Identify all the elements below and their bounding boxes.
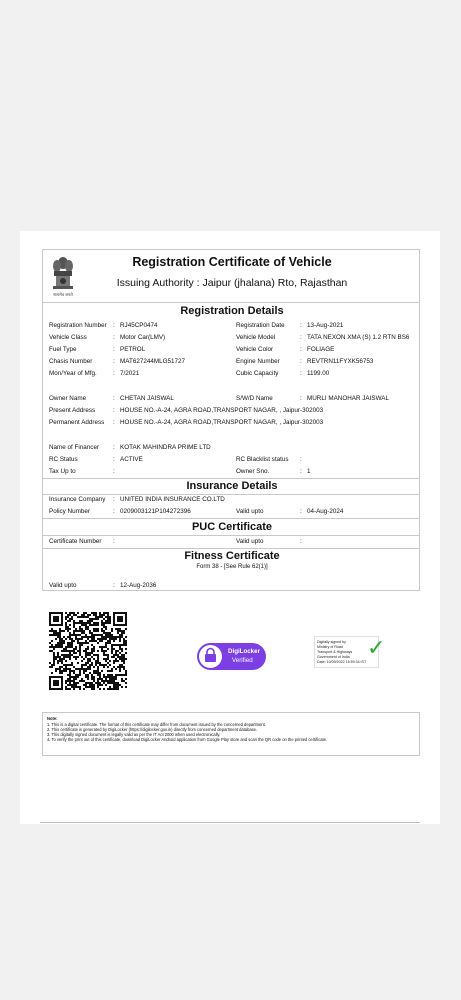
divider [43, 535, 419, 536]
note-line: 2. This certificate is generated by DigiLocker (https://digilocker.gov.in) directly from concerned department database. [47, 727, 258, 732]
permanent-address-value: HOUSE NO.-A-24, AGRA ROAD,TRANSPORT NAGAR, , Jaipur-302003 [120, 419, 324, 426]
divider [40, 822, 420, 823]
checkmark-icon: ✓ [367, 635, 386, 660]
field-label: Valid upto [236, 538, 264, 545]
colon: : [300, 468, 302, 475]
registration-certificate [42, 249, 420, 591]
field-label: Owner Sno. [236, 468, 270, 475]
issuing-authority: Issuing Authority : Jaipur (jhalana) Rto, Rajasthan [116, 277, 348, 289]
note-line: 4. To verify the print out of this certificate, download DigiLocker Android application from Google Play store and scan the QR code on the printed certificate. [47, 737, 328, 742]
divider [43, 478, 419, 479]
field-label: Registration Number [49, 322, 107, 329]
field-label: Cubic Capacity [236, 370, 279, 377]
colon: : [300, 395, 302, 402]
field-label: Valid upto [49, 582, 77, 589]
certificate-title: Registration Certificate of Vehicle [132, 255, 332, 269]
puc-certificate-heading: PUC Certificate [191, 521, 273, 533]
present-address-value: HOUSE NO.-A-24, AGRA ROAD,TRANSPORT NAGAR, , Jaipur-302003 [120, 407, 324, 414]
field-label: S/W/D Name [236, 395, 273, 402]
fitness-valid-value: 12-Aug-2036 [120, 582, 157, 589]
colon: : [300, 322, 302, 329]
fitness-certificate-heading: Fitness Certificate [184, 550, 280, 562]
digilocker-verified-badge [197, 643, 266, 670]
field-label: Vehicle Color [236, 346, 274, 353]
note-box [42, 712, 420, 756]
field-label: Name of Financer [49, 444, 100, 451]
colon: : [113, 508, 115, 515]
emblem-motto: सत्यमेव जयते [53, 292, 73, 297]
vehicle-model-value: TATA NEXON XMA (S) 1.2 RTN BS6 [307, 334, 410, 341]
divider [43, 518, 419, 519]
field-label: Chasis Number [49, 358, 93, 365]
colon: : [300, 370, 302, 377]
field-label: Valid upto [236, 508, 264, 515]
divider [43, 548, 419, 549]
field-label: Vehicle Class [49, 334, 87, 341]
engine-number-value: REVTRN11FYXK56753 [307, 358, 374, 365]
colon: : [300, 456, 302, 463]
owner-sno-value: 1 [307, 468, 311, 475]
field-label: Owner Name [49, 395, 87, 402]
vehicle-class-value: Motor Car(LMV) [120, 334, 166, 341]
colon: : [300, 358, 302, 365]
note-line: 3. This digitally signed document is legally valid as per the IT Act 2000 when used electronically. [47, 732, 221, 737]
field-label: Vehicle Model [236, 334, 276, 341]
registration-date-value: 13-Aug-2021 [307, 322, 344, 329]
insurance-details-heading: Insurance Details [186, 480, 278, 492]
swd-name-value: MURLI MANOHAR JAISWAL [307, 395, 389, 402]
colon: : [113, 395, 115, 402]
colon: : [113, 582, 115, 589]
insurance-company-value: UNITED INDIA INSURANCE CO.LTD [120, 496, 225, 503]
field-label: Registration Date [236, 322, 285, 329]
colon: : [113, 538, 115, 545]
note-heading: Note: [47, 716, 58, 721]
signature-line: Transport & Highways [317, 650, 353, 654]
field-label: Policy Number [49, 508, 90, 515]
policy-number-value: 0209003121P104272396 [120, 508, 191, 515]
field-label: Fuel Type [49, 346, 77, 353]
colon: : [113, 496, 115, 503]
colon: : [113, 468, 115, 475]
fuel-type-value: PETROL [120, 346, 146, 353]
digilocker-label: DigiLocker [228, 648, 260, 655]
field-label: RC Blacklist status [236, 456, 289, 463]
colon: : [113, 322, 115, 329]
colon: : [300, 334, 302, 341]
field-label: Engine Number [236, 358, 280, 365]
cubic-capacity-value: 1199.00 [307, 370, 330, 377]
field-label: Tax Up to [49, 468, 76, 475]
signature-line: Digitally signed by [317, 640, 346, 644]
field-label: Mon/Year of Mfg. [49, 370, 97, 377]
colon: : [300, 538, 302, 545]
qr-code [49, 612, 127, 690]
colon: : [113, 407, 115, 414]
colon: : [113, 370, 115, 377]
colon: : [113, 456, 115, 463]
signature-line: Government of India [317, 655, 350, 659]
vehicle-color-value: FOLIAGE [307, 346, 335, 353]
colon: : [113, 334, 115, 341]
fitness-form-reference: Form 38 - [See Rule 62(1)] [196, 564, 268, 570]
field-label: Present Address [49, 407, 96, 414]
colon: : [113, 346, 115, 353]
signature-line: Ministry of Road [317, 645, 343, 649]
field-label: Certificate Number [49, 538, 102, 545]
field-label: RC Status [49, 456, 78, 463]
digilocker-icon [199, 645, 222, 668]
colon: : [113, 444, 115, 451]
manufacture-date-value: 7/2021 [120, 370, 140, 377]
financer-value: KOTAK MAHINDRA PRIME LTD [120, 444, 211, 451]
divider [43, 494, 419, 495]
divider [43, 302, 419, 303]
colon: : [300, 346, 302, 353]
chassis-number-value: MAT627244MLG51727 [120, 358, 185, 365]
digital-signature-box [314, 635, 386, 668]
registration-details-heading: Registration Details [180, 305, 284, 317]
signature-line: Date: 10/09/2022 16:59:34 IST [317, 660, 367, 664]
registration-number-value: RJ45CP0474 [120, 322, 158, 329]
colon: : [113, 358, 115, 365]
colon: : [113, 419, 115, 426]
note-line: 1. This is a digital certificate. The format of this certificate may differ from document issued by the concerned department. [47, 722, 266, 727]
verified-label: Verified [232, 657, 253, 664]
insurance-valid-value: 04-Aug-2024 [307, 508, 344, 515]
rc-status-value: ACTIVE [120, 456, 143, 463]
colon: : [300, 508, 302, 515]
owner-name-value: CHETAN JAISWAL [120, 395, 174, 402]
field-label: Permanent Address [49, 419, 105, 426]
field-label: Insurance Company [49, 496, 106, 503]
